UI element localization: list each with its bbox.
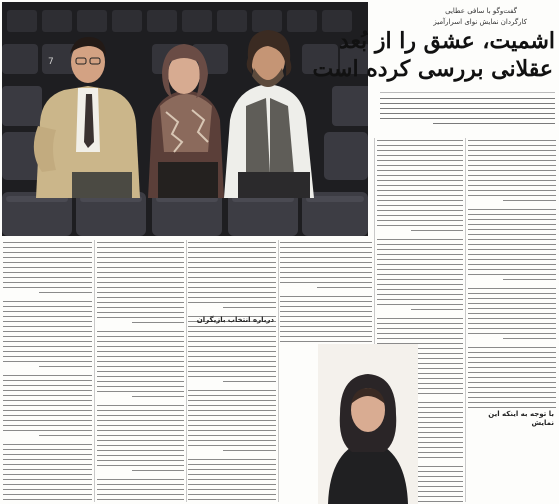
text-line [188, 242, 276, 243]
text-line [188, 282, 276, 283]
text-line [468, 382, 556, 383]
text-line [3, 405, 92, 406]
text-line [377, 304, 463, 305]
text-line [3, 459, 92, 460]
column-rule [465, 138, 466, 502]
text-line [468, 249, 556, 250]
text-line [188, 459, 276, 460]
text-line [188, 351, 276, 352]
text-line [97, 297, 184, 298]
text-line [97, 356, 184, 357]
text-line [97, 445, 184, 446]
text-line [97, 494, 184, 495]
text-line [377, 244, 463, 245]
text-line [188, 464, 276, 465]
text-line [188, 400, 276, 401]
text-line [97, 376, 184, 377]
text-line [3, 321, 92, 322]
text-line [3, 420, 92, 421]
text-line [188, 262, 276, 263]
text-line [280, 301, 372, 302]
text-line [468, 357, 556, 358]
text-line [468, 387, 556, 388]
text-line [188, 395, 276, 396]
text-line [503, 200, 556, 201]
text-line [377, 299, 463, 300]
text-line [280, 272, 372, 273]
text-line [188, 326, 276, 327]
text-line [97, 252, 184, 253]
text-line [503, 338, 556, 339]
text-line [468, 347, 556, 348]
text-line [280, 311, 372, 312]
text-line [468, 402, 556, 403]
text-line [411, 393, 463, 394]
text-line [468, 362, 556, 363]
text-line [188, 425, 276, 426]
text-line [3, 331, 92, 332]
text-line [468, 323, 556, 324]
text-line [188, 479, 276, 480]
text-line [188, 390, 276, 391]
text-line [377, 170, 463, 171]
text-line [377, 239, 463, 240]
text-line [3, 479, 92, 480]
text-line [3, 252, 92, 253]
text-line [3, 444, 92, 445]
text-line [377, 155, 463, 156]
text-line [377, 160, 463, 161]
text-line [280, 252, 372, 253]
text-line [188, 440, 276, 441]
text-line [377, 323, 463, 324]
text-line [223, 450, 276, 451]
text-line [468, 274, 556, 275]
subhead: با توجه به اینکه این نمایش [488, 410, 554, 427]
text-line [188, 341, 276, 342]
column-rule [278, 240, 279, 502]
text-line [377, 294, 463, 295]
text-line [3, 454, 92, 455]
text-line [188, 252, 276, 253]
text-line [188, 287, 276, 288]
article-lead [380, 92, 555, 135]
text-line [280, 282, 372, 283]
text-line [3, 494, 92, 495]
text-line [188, 277, 276, 278]
text-line [97, 287, 184, 288]
text-line [188, 415, 276, 416]
text-line [97, 331, 184, 332]
text-line [377, 269, 463, 270]
article-column [97, 242, 184, 502]
text-line [3, 400, 92, 401]
text-line [411, 309, 463, 310]
text-line [97, 242, 184, 243]
article-column [280, 242, 372, 342]
text-line [280, 277, 372, 278]
text-line [97, 361, 184, 362]
text-line [132, 396, 184, 397]
text-line [468, 244, 556, 245]
text-line [468, 333, 556, 334]
text-line [188, 302, 276, 303]
text-line [3, 262, 92, 263]
text-line [468, 190, 556, 191]
text-line [97, 262, 184, 263]
text-line [377, 328, 463, 329]
text-line [188, 257, 276, 258]
text-line [3, 341, 92, 342]
text-line [411, 230, 463, 231]
text-line [280, 257, 372, 258]
text-line [468, 269, 556, 270]
text-line [280, 247, 372, 248]
text-line [97, 292, 184, 293]
text-line [97, 410, 184, 411]
text-line [468, 259, 556, 260]
text-line [377, 175, 463, 176]
text-line [97, 430, 184, 431]
text-line [468, 209, 556, 210]
text-line [468, 254, 556, 255]
text-line [97, 420, 184, 421]
text-line [188, 489, 276, 490]
text-line [188, 376, 276, 377]
text-line [3, 430, 92, 431]
text-line [188, 272, 276, 273]
text-line [3, 489, 92, 490]
text-line [468, 293, 556, 294]
text-line [377, 190, 463, 191]
text-line [3, 484, 92, 485]
text-line [468, 180, 556, 181]
text-line [377, 150, 463, 151]
text-line [97, 317, 184, 318]
text-line [188, 484, 276, 485]
text-line [97, 277, 184, 278]
text-line [377, 225, 463, 226]
text-line [468, 140, 556, 141]
text-line [468, 145, 556, 146]
text-line [188, 430, 276, 431]
text-line [132, 470, 184, 471]
text-line [3, 361, 92, 362]
text-line [280, 331, 372, 332]
text-line [377, 338, 463, 339]
text-line [468, 328, 556, 329]
text-line [97, 341, 184, 342]
article-column [188, 242, 276, 502]
text-line [97, 257, 184, 258]
text-line [97, 465, 184, 466]
text-line [468, 303, 556, 304]
text-line [468, 175, 556, 176]
text-line [3, 385, 92, 386]
text-line [3, 449, 92, 450]
text-line [468, 160, 556, 161]
text-line [3, 267, 92, 268]
text-line [377, 215, 463, 216]
text-line [188, 435, 276, 436]
text-line [280, 296, 372, 297]
text-line [377, 165, 463, 166]
text-line [97, 351, 184, 352]
text-line [377, 210, 463, 211]
text-line [97, 282, 184, 283]
text-line [97, 366, 184, 367]
text-line [97, 381, 184, 382]
text-line [188, 336, 276, 337]
text-line [411, 457, 463, 458]
text-line [97, 405, 184, 406]
text-line [468, 318, 556, 319]
text-line [3, 326, 92, 327]
text-line [3, 351, 92, 352]
text-line [3, 410, 92, 411]
text-line [468, 229, 556, 230]
text-line [377, 180, 463, 181]
text-line [468, 288, 556, 289]
text-line [377, 279, 463, 280]
text-line [3, 242, 92, 243]
text-line [188, 371, 276, 372]
text-line [188, 469, 276, 470]
text-line [468, 313, 556, 314]
text-line [97, 489, 184, 490]
text-line [97, 415, 184, 416]
text-line [280, 326, 372, 327]
text-line [280, 321, 372, 322]
text-line [97, 435, 184, 436]
text-line [39, 292, 92, 293]
text-line [97, 346, 184, 347]
text-line [280, 262, 372, 263]
text-line [377, 195, 463, 196]
text-line [377, 284, 463, 285]
text-line [377, 318, 463, 319]
headline-line-2: عقلانی بررسی کرده است [312, 56, 553, 82]
text-line [97, 307, 184, 308]
text-line [3, 301, 92, 302]
text-line [3, 415, 92, 416]
text-line [188, 247, 276, 248]
text-line [188, 356, 276, 357]
text-line [377, 274, 463, 275]
text-line [3, 316, 92, 317]
text-line [468, 155, 556, 156]
text-line [468, 397, 556, 398]
text-line [3, 277, 92, 278]
column-rule [94, 240, 95, 502]
text-line [280, 316, 372, 317]
text-line [377, 185, 463, 186]
kicker-role: کارگردان نمایش نوای اسرارآمیز [433, 18, 527, 26]
director-portrait-image [318, 344, 418, 504]
text-line [188, 297, 276, 298]
headline-line-1: اشمیت، عشق را از بُعد [338, 28, 555, 54]
text-line [3, 499, 92, 500]
text-line [188, 366, 276, 367]
text-line [468, 308, 556, 309]
text-line [188, 420, 276, 421]
text-line [377, 140, 463, 141]
text-line [3, 380, 92, 381]
text-line [468, 185, 556, 186]
text-line [97, 336, 184, 337]
text-line [3, 469, 92, 470]
text-line [280, 242, 372, 243]
article-column [3, 242, 92, 502]
subhead: درباره انتخاب بازیگران [196, 316, 274, 324]
text-line [377, 145, 463, 146]
text-line [97, 460, 184, 461]
text-line [3, 356, 92, 357]
text-line [280, 267, 372, 268]
text-line [280, 306, 372, 307]
text-line [503, 279, 556, 280]
text-line [97, 455, 184, 456]
text-line [468, 352, 556, 353]
svg-text:7: 7 [48, 57, 54, 67]
text-line [3, 395, 92, 396]
text-line [97, 302, 184, 303]
text-line [377, 249, 463, 250]
text-line [3, 257, 92, 258]
text-line [97, 440, 184, 441]
article-header [312, 2, 557, 92]
cast-photo-image [2, 2, 368, 236]
text-line [377, 254, 463, 255]
text-line [3, 272, 92, 273]
column-rule [186, 240, 187, 502]
director-portrait [318, 344, 418, 504]
kicker-interviewee: گفت‌وگو با سافی عطایی [445, 7, 517, 15]
text-line [377, 200, 463, 201]
text-line [97, 272, 184, 273]
text-line [188, 410, 276, 411]
text-line [377, 205, 463, 206]
text-line [280, 336, 372, 337]
text-line [97, 312, 184, 313]
text-line [468, 367, 556, 368]
text-line [468, 407, 556, 408]
text-line [97, 484, 184, 485]
text-line [3, 346, 92, 347]
text-line [97, 499, 184, 500]
text-line [39, 435, 92, 436]
text-line [223, 307, 276, 308]
text-line [3, 464, 92, 465]
text-line [188, 474, 276, 475]
text-line [468, 392, 556, 393]
text-line [468, 298, 556, 299]
text-line [188, 445, 276, 446]
text-line [468, 264, 556, 265]
text-line [3, 474, 92, 475]
text-line [3, 375, 92, 376]
text-line [97, 267, 184, 268]
text-line [377, 333, 463, 334]
text-line [468, 377, 556, 378]
text-line [468, 214, 556, 215]
text-line [468, 195, 556, 196]
text-line [377, 259, 463, 260]
text-line [188, 499, 276, 500]
text-line [97, 386, 184, 387]
text-line [468, 372, 556, 373]
text-line [468, 239, 556, 240]
text-line [3, 282, 92, 283]
text-line [39, 366, 92, 367]
text-line [3, 336, 92, 337]
text-line [188, 331, 276, 332]
article-column [468, 140, 556, 502]
text-line [468, 150, 556, 151]
text-line [3, 287, 92, 288]
text-line [97, 479, 184, 480]
text-line [188, 292, 276, 293]
text-line [468, 165, 556, 166]
text-line [377, 264, 463, 265]
text-line [97, 450, 184, 451]
text-line [3, 311, 92, 312]
text-line [3, 425, 92, 426]
text-line [3, 247, 92, 248]
text-line [377, 220, 463, 221]
text-line [97, 425, 184, 426]
text-line [188, 361, 276, 362]
text-line [97, 371, 184, 372]
text-line [188, 267, 276, 268]
text-line [3, 306, 92, 307]
text-line [468, 170, 556, 171]
text-line [468, 219, 556, 220]
text-line [468, 224, 556, 225]
text-line [188, 494, 276, 495]
text-line [223, 381, 276, 382]
text-line [280, 341, 372, 342]
text-line [188, 346, 276, 347]
text-line [188, 405, 276, 406]
text-line [468, 234, 556, 235]
text-line [317, 287, 372, 288]
text-line [3, 390, 92, 391]
text-line [97, 247, 184, 248]
text-line [377, 289, 463, 290]
text-line [97, 391, 184, 392]
text-line [132, 322, 184, 323]
cast-photo [2, 2, 368, 236]
